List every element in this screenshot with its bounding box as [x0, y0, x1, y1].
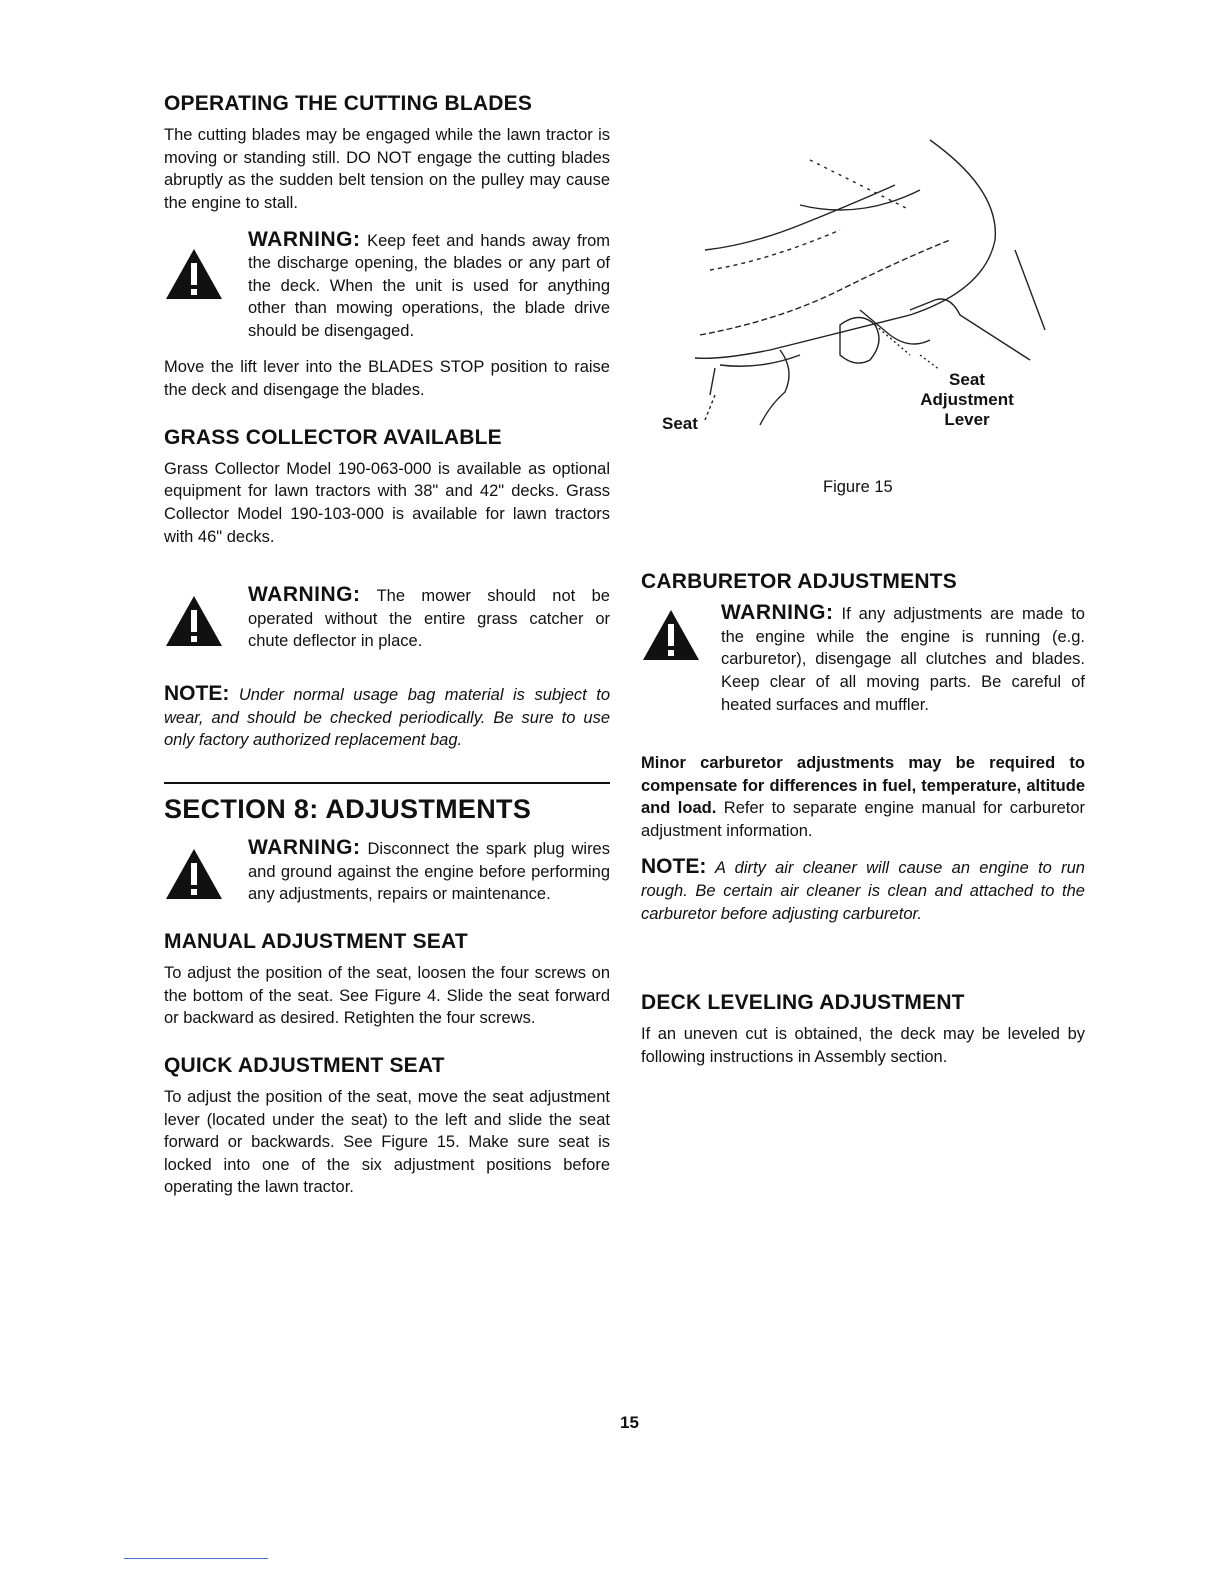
heading-operating-cutting-blades: OPERATING THE CUTTING BLADES: [164, 92, 533, 115]
note-air-cleaner: [641, 856, 1085, 925]
lever-label-line-2: Adjustment: [920, 390, 1014, 409]
paragraph-manual-seat: To adjust the position of the seat, loosen the four screws on the bottom of the seat. See Figure 4. Slide the seat forward or backward as desired. Retighten the four screws.: [164, 964, 610, 1028]
warning-label: WARNING:: [248, 583, 361, 607]
warning-text: Disconnect the spark plug wires and ground against the engine before performing any adjustments, repairs or maintenance.: [248, 839, 610, 904]
lever-label-line-1: Seat: [949, 370, 985, 389]
warning-label: WARNING:: [248, 835, 361, 859]
figure-label-seat-adjustment-lever: [912, 370, 1022, 430]
warning-triangle-icon: [164, 594, 224, 648]
paragraph-minor-carburetor: [641, 752, 1085, 842]
figure-caption: Figure 15: [823, 478, 893, 496]
warning-carburetor: [641, 602, 1085, 716]
regular-text: Refer to separate engine manual for carburetor adjustment information.: [641, 799, 1086, 840]
paragraph-deck-leveling: If an uneven cut is obtained, the deck may be leveled by following instructions in Assembly section.: [641, 1025, 1085, 1066]
warning-text: If any adjustments are made to the engine while the engine is running (e.g. carburetor), disengage all clutches and blades. Keep clear of all moving parts. Be careful of heated surfaces and muffler.: [721, 605, 1085, 714]
paragraph-grass-collector: Grass Collector Model 190-063-000 is available as optional equipment for lawn tractors with 38" and 42" decks. Grass Collector Model 190-103-000 is available for lawn tractors with 46" decks.: [164, 459, 610, 546]
paragraph-cutting-blades: The cutting blades may be engaged while the lawn tractor is moving or standing still. DO NOT engage the cutting blades abruptly as the sudden belt tension on the pulley may cause the engine to stall.: [164, 126, 610, 212]
note-text: Under normal usage bag material is subject to wear, and should be checked periodically. Be sure to use only factory authorized replacement bag.: [164, 686, 610, 750]
heading-grass-collector: GRASS COLLECTOR AVAILABLE: [164, 425, 502, 449]
paragraph-quick-seat: To adjust the position of the seat, move the seat adjustment lever (located under the seat) to the left and slide the seat forward or backwards. See Figure 15. Make sure seat is locked into one of the six adjustment positions before operating the lawn tractor.: [164, 1088, 610, 1197]
lever-label-line-3: Lever: [944, 410, 990, 429]
warning-text: Keep feet and hands away from the discharge opening, the blades or any part of the deck. When the unit is used for anything other than mowing operations, the blade drive should be disengaged.: [248, 231, 610, 340]
figure-label-seat: Seat: [662, 414, 698, 433]
warning-cutting-blades: [164, 229, 610, 343]
heading-carburetor-adjustments: CARBURETOR ADJUSTMENTS: [641, 570, 957, 593]
left-column: [164, 92, 610, 1199]
section-title: SECTION 8: ADJUSTMENTS: [164, 793, 532, 824]
note-label: NOTE:: [641, 855, 707, 879]
note-text: A dirty air cleaner will cause an engine to run rough. Be certain air cleaner is clean and attached to the carburetor before adjusting carburetor.: [641, 859, 1085, 923]
figure-15-seat-illustration: [660, 130, 1060, 440]
warning-label: WARNING:: [721, 601, 834, 625]
bold-text: Minor carburetor adjustments may be required to compensate for differences in fuel, temperature, altitude and load.: [641, 754, 1085, 818]
heading-deck-leveling-adjustment: DECK LEVELING ADJUSTMENT: [641, 991, 965, 1015]
note-label: NOTE:: [164, 682, 230, 706]
right-column: [641, 570, 1085, 1069]
warning-triangle-icon: [641, 608, 701, 662]
heading-quick-adjustment-seat: QUICK ADJUSTMENT SEAT: [164, 1053, 445, 1077]
paragraph-lift-lever: Move the lift lever into the BLADES STOP position to raise the deck and disengage the blades.: [164, 358, 610, 400]
note-bag-material: [164, 683, 610, 752]
warning-triangle-icon: [164, 247, 224, 301]
warning-grass-catcher: [164, 584, 610, 653]
page-number: 15: [620, 1413, 639, 1432]
heading-manual-adjustment-seat: MANUAL ADJUSTMENT SEAT: [164, 929, 468, 953]
warning-text: The mower should not be operated without the entire grass catcher or chute deflector in place.: [248, 587, 610, 651]
warning-spark-plug: [164, 837, 610, 906]
warning-triangle-icon: [164, 847, 224, 901]
section-divider: [164, 782, 610, 784]
footer-rule: [124, 1558, 268, 1559]
warning-label: WARNING:: [248, 227, 361, 251]
